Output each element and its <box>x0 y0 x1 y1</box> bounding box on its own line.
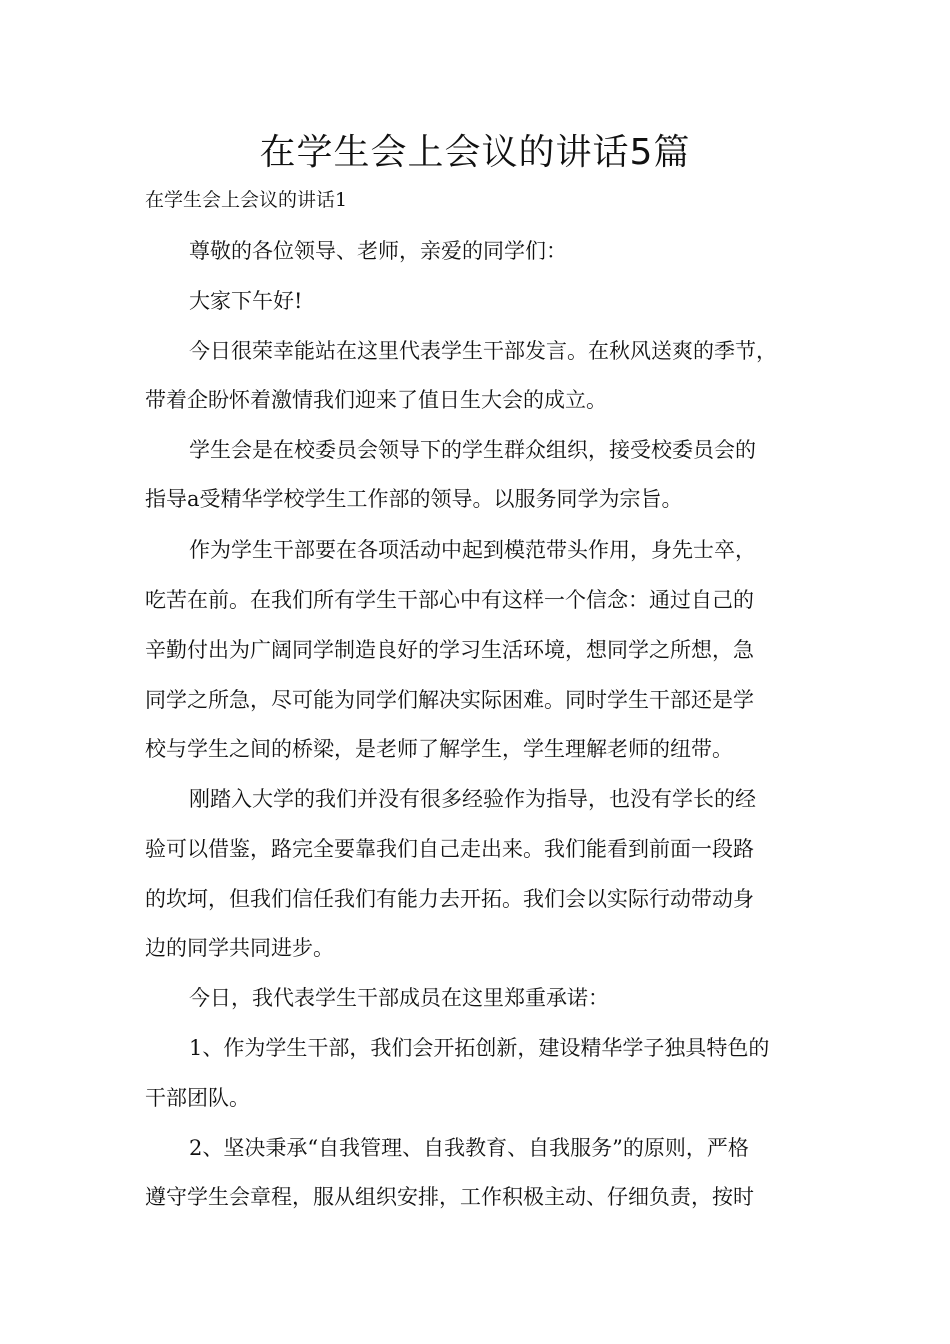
section-heading: 在学生会上会议的讲话1 <box>145 189 348 211</box>
paragraph-line: 带着企盼怀着激情我们迎来了值日生大会的成立。 <box>145 388 607 412</box>
list-item-line: 2、坚决秉承“自我管理、自我教育、自我服务”的原则，严格 <box>189 1136 749 1160</box>
paragraph-line: 学生会是在校委员会领导下的学生群众组织，接受校委员会的 <box>189 438 756 462</box>
paragraph-line: 作为学生干部要在各项活动中起到模范带头作用，身先士卒， <box>189 538 756 562</box>
paragraph-line: 今日很荣幸能站在这里代表学生干部发言。在秋风送爽的季节， <box>189 339 777 363</box>
paragraph-line: 验可以借鉴，路完全要靠我们自己走出来。我们能看到前面一段路 <box>145 837 754 861</box>
paragraph-line: 校与学生之间的桥梁，是老师了解学生，学生理解老师的纽带。 <box>145 737 733 761</box>
salutation-line: 尊敬的各位领导、老师，亲爱的同学们： <box>189 239 567 263</box>
document-title: 在学生会上会议的讲话5篇 <box>259 132 691 173</box>
list-item-line: 干部团队。 <box>145 1086 250 1110</box>
paragraph-line: 刚踏入大学的我们并没有很多经验作为指导，也没有学长的经 <box>189 787 756 811</box>
paragraph-line: 今日，我代表学生干部成员在这里郑重承诺： <box>189 986 609 1010</box>
greeting-line: 大家下午好! <box>189 289 303 313</box>
paragraph-line: 边的同学共同进步。 <box>145 936 334 960</box>
list-item-line: 遵守学生会章程，服从组织安排，工作积极主动、仔细负责，按时 <box>145 1185 754 1209</box>
paragraph-line: 辛勤付出为广阔同学制造良好的学习生活环境，想同学之所想，急 <box>145 638 754 662</box>
paragraph-line: 吃苦在前。在我们所有学生干部心中有这样一个信念：通过自己的 <box>145 588 754 612</box>
list-item-line: 1、作为学生干部，我们会开拓创新，建设精华学子独具特色的 <box>189 1036 770 1060</box>
paragraph-line: 的坎坷，但我们信任我们有能力去开拓。我们会以实际行动带动身 <box>145 887 754 911</box>
paragraph-line: 指导a受精华学校学生工作部的领导。以服务同学为宗旨。 <box>145 487 683 511</box>
paragraph-line: 同学之所急，尽可能为同学们解决实际困难。同时学生干部还是学 <box>145 688 754 712</box>
